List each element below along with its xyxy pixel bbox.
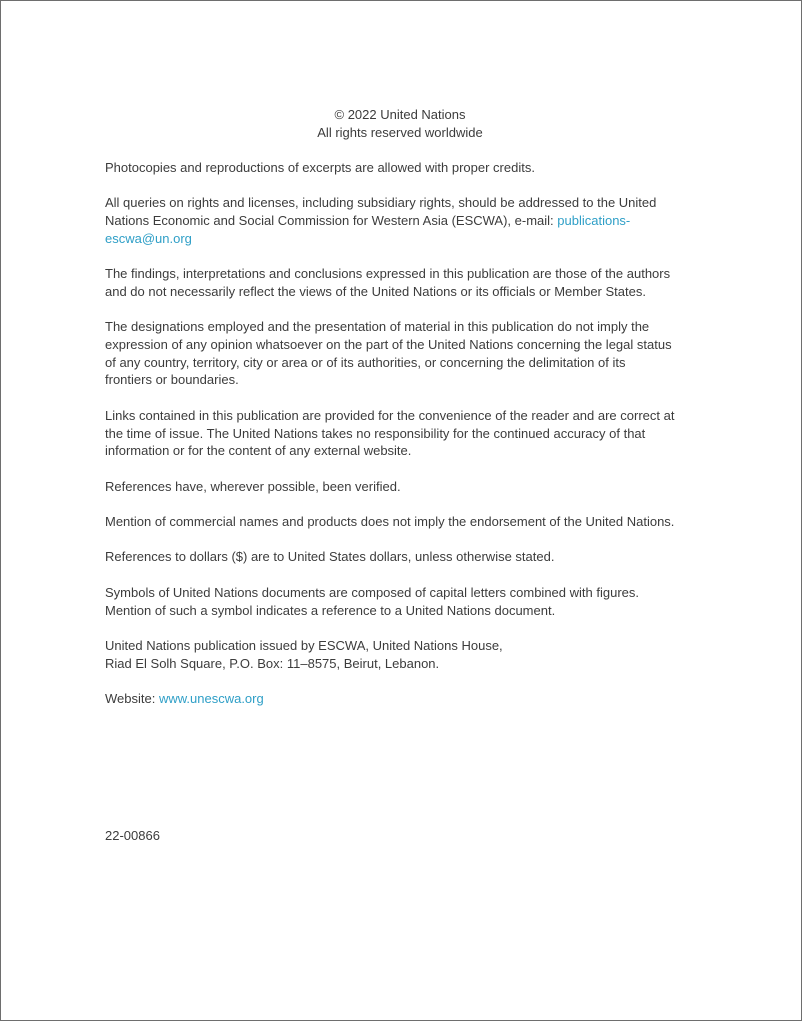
findings-paragraph — [105, 265, 705, 300]
document-number: 22-00866 — [105, 828, 160, 843]
links-paragraph — [105, 407, 705, 460]
findings-line-2: and do not necessarily reflect the views of the United Nations or its officials or Member States. — [105, 283, 646, 299]
publication-line-1: United Nations publication issued by ESCWA, United Nations House, — [105, 637, 503, 653]
designations-line-3: of any country, territory, city or area or of its authorities, or concerning the delimitation of its — [105, 354, 626, 370]
designations-paragraph — [105, 318, 705, 389]
publication-line-2: Riad El Solh Square, P.O. Box: 11–8575, Beirut, Lebanon. — [105, 655, 440, 671]
commercial-names-paragraph: Mention of commercial names and products does not imply the endorsement of the United Nations. — [105, 514, 675, 530]
links-line-1: Links contained in this publication are provided for the convenience of the reader and are correct at — [105, 407, 675, 423]
queries-line-2 — [105, 212, 705, 230]
symbols-line-2: Mention of such a symbol indicates a reference to a United Nations document. — [105, 602, 556, 618]
findings-line-1: The findings, interpretations and conclusions expressed in this publication are those of the authors — [105, 266, 671, 282]
symbols-line-1: Symbols of United Nations documents are composed of capital letters combined with figures. — [105, 584, 639, 600]
website-paragraph — [105, 690, 705, 708]
copyright-block — [105, 106, 695, 141]
website-link[interactable]: www.unescwa.org — [158, 691, 264, 707]
queries-line-3 — [105, 230, 705, 248]
photocopies-paragraph: Photocopies and reproductions of excerpts are allowed with proper credits. — [105, 160, 535, 176]
queries-line-1: All queries on rights and licenses, including subsidiary rights, should be addressed to the United — [105, 195, 657, 211]
queries-paragraph — [105, 194, 705, 247]
rights-reserved-line: All rights reserved worldwide — [317, 124, 483, 140]
designations-line-2: expression of any opinion whatsoever on the part of the United Nations concerning the legal status — [105, 337, 672, 353]
website-label: Website: — [105, 691, 159, 707]
links-line-2: the time of issue. The United Nations takes no responsibility for the continued accuracy of that — [105, 425, 646, 441]
copyright-content — [105, 106, 705, 725]
dollars-paragraph: References to dollars ($) are to United States dollars, unless otherwise stated. — [105, 549, 555, 565]
queries-line-2-text: Nations Economic and Social Commission for Western Asia (ESCWA), e-mail: — [105, 213, 558, 229]
symbols-paragraph — [105, 584, 705, 619]
publication-paragraph — [105, 637, 705, 672]
copyright-line: © 2022 United Nations — [334, 107, 466, 122]
email-link-part-2[interactable]: escwa@un.org — [105, 230, 192, 246]
references-verified-paragraph: References have, wherever possible, been verified. — [105, 478, 401, 494]
designations-line-1: The designations employed and the presentation of material in this publication do not imply the — [105, 319, 650, 335]
designations-line-4: frontiers or boundaries. — [105, 372, 239, 388]
links-line-3: information or for the content of any external website. — [105, 443, 412, 459]
email-link-part-1[interactable]: publications- — [557, 213, 631, 229]
